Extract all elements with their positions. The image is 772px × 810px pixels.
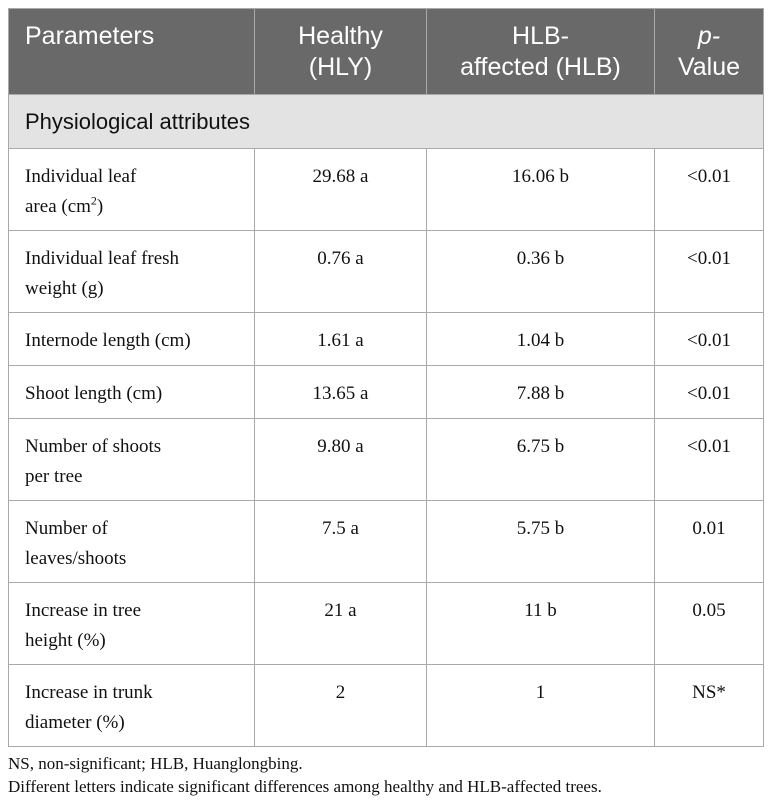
hlb-cell: 16.06 b (427, 149, 655, 231)
healthy-cell: 2 (255, 665, 427, 747)
section-row (9, 95, 764, 149)
param-cell: Increase in tree height (%) (9, 583, 255, 665)
footnote-abbreviations: NS, non-significant; HLB, Huanglongbing. (8, 754, 303, 773)
param-cell: Number of leaves/shoots (9, 501, 255, 583)
table-row (9, 665, 764, 747)
header-row (9, 9, 764, 95)
table-footnotes (8, 752, 768, 798)
healthy-cell: 13.65 a (255, 366, 427, 419)
p-value-cell: 0.05 (655, 583, 764, 665)
p-value-cell: <0.01 (655, 419, 764, 501)
p-value-cell: <0.01 (655, 149, 764, 231)
table-row (9, 419, 764, 501)
healthy-cell: 21 a (255, 583, 427, 665)
header-hlb: HLB- affected (HLB) (427, 9, 655, 95)
p-value-cell: 0.01 (655, 501, 764, 583)
p-value-cell: <0.01 (655, 231, 764, 313)
section-title: Physiological attributes (9, 95, 764, 149)
hlb-cell: 7.88 b (427, 366, 655, 419)
p-value-cell: NS* (655, 665, 764, 747)
param-cell: Internode length (cm) (9, 313, 255, 366)
table-row (9, 149, 764, 231)
hlb-cell: 0.36 b (427, 231, 655, 313)
hlb-cell: 1.04 b (427, 313, 655, 366)
p-value-cell: <0.01 (655, 366, 764, 419)
param-cell: Number of shoots per tree (9, 419, 255, 501)
param-cell: Individual leaf area $(cm^2)$ (9, 149, 255, 231)
hlb-cell: 11 b (427, 583, 655, 665)
header-healthy: Healthy (HLY) (255, 9, 427, 95)
param-cell: Increase in trunk diameter (%) (9, 665, 255, 747)
table-row (9, 313, 764, 366)
healthy-cell: 9.80 a (255, 419, 427, 501)
hlb-cell: 5.75 b (427, 501, 655, 583)
param-cell: Individual leaf fresh weight (g) (9, 231, 255, 313)
healthy-cell: 0.76 a (255, 231, 427, 313)
table-row (9, 583, 764, 665)
header-parameters: Parameters (9, 9, 255, 95)
table-row (9, 501, 764, 583)
healthy-cell: 29.68 a (255, 149, 427, 231)
footnote-letters: Different letters indicate significant differences among healthy and HLB-affected trees. (8, 777, 602, 796)
table-row (9, 231, 764, 313)
param-cell: Shoot length (cm) (9, 366, 255, 419)
hlb-cell: 6.75 b (427, 419, 655, 501)
header-p-value: p- Value (655, 9, 764, 95)
table-header (9, 9, 764, 95)
data-table (8, 8, 764, 747)
p-value-cell: <0.01 (655, 313, 764, 366)
healthy-cell: 1.61 a (255, 313, 427, 366)
healthy-cell: 7.5 a (255, 501, 427, 583)
table-row (9, 366, 764, 419)
hlb-cell: 1 (427, 665, 655, 747)
